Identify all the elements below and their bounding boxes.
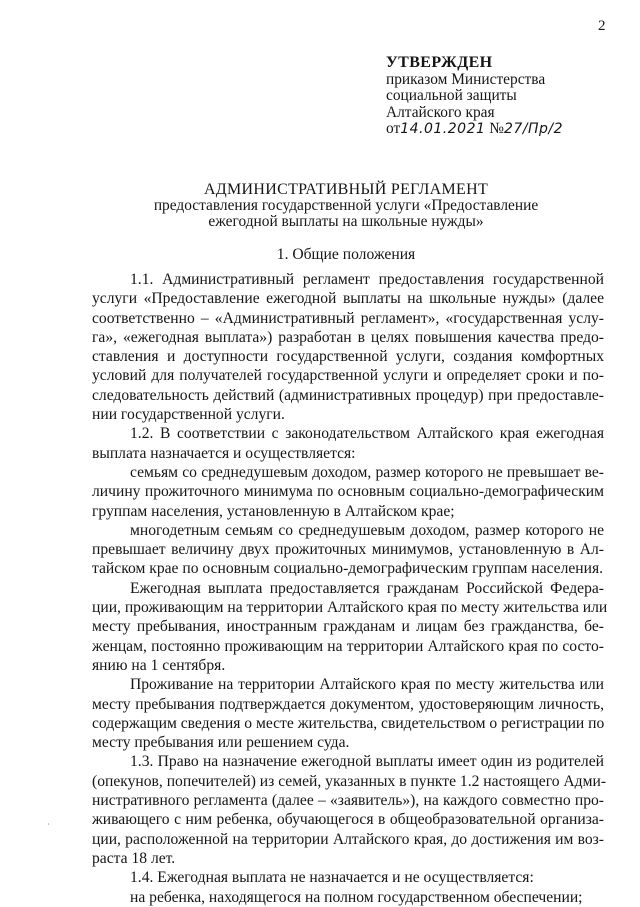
- body-line: 1.1. Административный регламент предоставления государственной: [130, 271, 604, 288]
- body-line: раста 18 лет.: [92, 849, 176, 867]
- body-line: женцам, постоянно проживающим на территории Алтайского края по состо-: [92, 637, 604, 655]
- body-line: семьям со среднедушевым доходом, размер которого не превышает ве-: [130, 463, 604, 481]
- approval-stamp: УТВЕРЖДЕН: [386, 54, 493, 71]
- body-line: соответственно – «Административный регламент», «государственная услу-: [92, 309, 604, 327]
- body-line: многодетным семьям со среднедушевым доходом, размер которого не: [130, 521, 604, 539]
- body-line: выплата назначается и осуществляется:: [92, 444, 356, 462]
- body-line: группам населения, установленную в Алтайском крае;: [92, 502, 455, 520]
- body-line: личину прожиточного минимума по основным социально-демографическим: [92, 483, 604, 501]
- body-line: месту пребывания или решением суда.: [92, 734, 350, 752]
- body-line: превышает величину двух прожиточных минимумов, установленную в Ал-: [92, 541, 604, 559]
- body-line: янию на 1 сентября.: [92, 656, 226, 674]
- approval-date-line: [386, 121, 563, 138]
- title-heading: АДМИНИСТРАТИВНЫЙ РЕГЛАМЕНТ: [203, 181, 489, 198]
- body-line: ставления и доступности государственной услуги, создания комфортных: [92, 348, 604, 366]
- body-line: месту пребывания, иностранным гражданам и лицам без гражданства, бе-: [92, 618, 604, 636]
- body-line: следовательность действий (административных процедур) при предоставле-: [92, 386, 604, 404]
- body-line: 1.2. В соответствии с законодательством Алтайского края ежегодная: [130, 425, 604, 443]
- body-line: содержащим сведения о месте жительства, свидетельством о регистрации по: [92, 714, 605, 732]
- body-line: Проживание на территории Алтайского края по месту жительства или: [130, 676, 604, 694]
- body-line: ции, проживающим на территории Алтайского края по месту жительства или: [92, 599, 608, 617]
- body-line: месту пребывания подтверждается документом, удостоверяющим личность,: [92, 695, 604, 713]
- section-heading: 1. Общие положения: [276, 246, 416, 263]
- body-line: условий для получателей государственной услуги и определяет сроки и по-: [92, 367, 604, 385]
- handwritten-date: 14.01.2021: [400, 121, 486, 137]
- approval-block: [386, 55, 563, 138]
- approval-line: социальной защиты: [386, 87, 517, 104]
- body-line: нии государственной услуги.: [92, 406, 285, 424]
- body-line: ции, расположенной на территории Алтайского края, до достижения им воз-: [92, 830, 604, 848]
- title-subtitle: предоставления государственной услуги «Предоставление: [153, 196, 539, 214]
- number-prefix: №: [489, 120, 504, 137]
- body-line: Ежегодная выплата предоставляется гражданам Российской Федера-: [130, 579, 604, 597]
- title-subtitle: ежегодной выплаты на школьные нужды»: [208, 212, 484, 230]
- body-line: га», «ежегодная выплата») разработан в целях повышения качества предо-: [92, 328, 604, 346]
- date-prefix: от: [386, 120, 401, 137]
- page-number: 2: [598, 18, 606, 34]
- body-line: тайском крае по основным социально-демографическим группам населения.: [92, 560, 604, 578]
- document-title: [0, 182, 640, 229]
- body-text: [92, 270, 608, 907]
- body-line: живающего с ним ребенка, обучающегося в общеобразовательной организа-: [92, 811, 604, 829]
- body-line: нистративного регламента (далее – «заявитель»), на каждого совместно про-: [92, 792, 604, 810]
- approval-line: Алтайского края: [386, 103, 495, 121]
- handwritten-number: 27/Пр/2: [503, 121, 564, 137]
- body-line: на ребенка, находящегося на полном государственном обеспечении;: [130, 888, 583, 906]
- body-line: 1.4. Ежегодная выплата не назначается и не осуществляется:: [130, 869, 534, 887]
- approval-line: приказом Министерства: [386, 70, 546, 88]
- scan-mark: ·: [47, 820, 50, 829]
- body-line: (опекунов, попечителей) из семей, указанных в пункте 1.2 настоящего Адми-: [92, 772, 607, 790]
- body-line: услуги «Предоставление ежегодной выплаты на школьные нужды» (далее: [92, 290, 604, 308]
- body-line: 1.3. Право на назначение ежегодной выплаты имеет один из родителей: [130, 753, 604, 771]
